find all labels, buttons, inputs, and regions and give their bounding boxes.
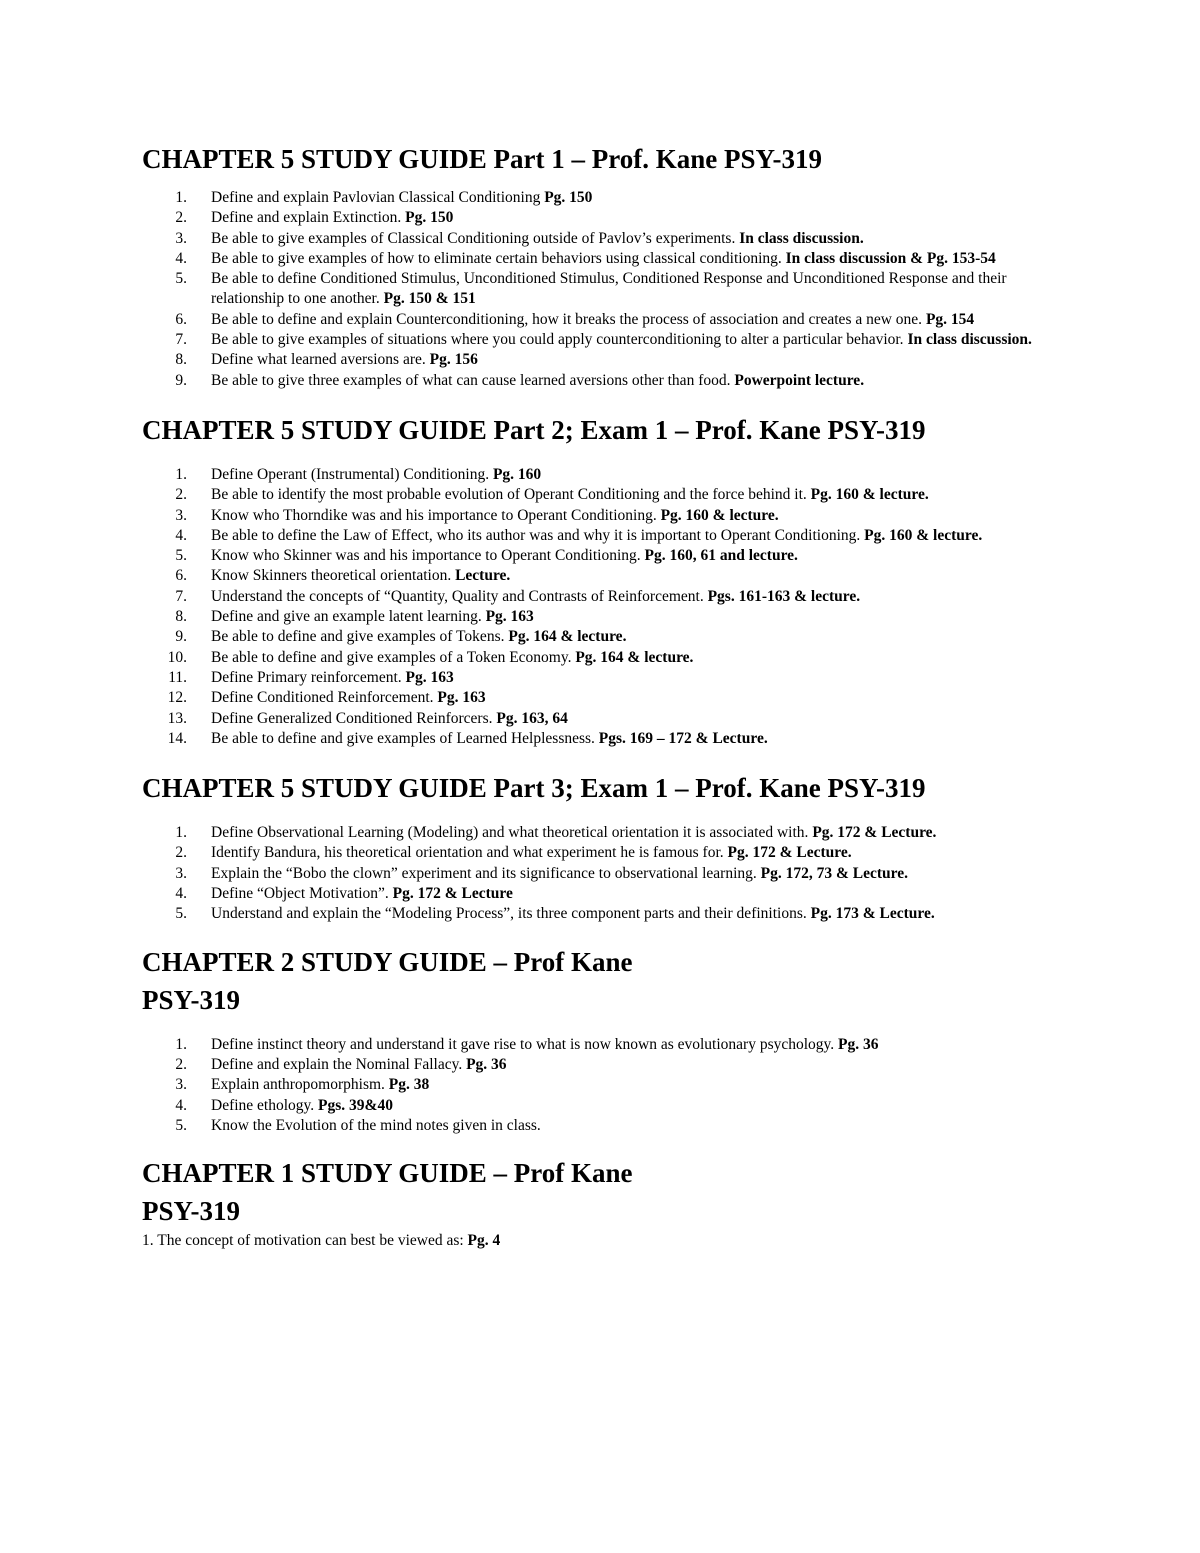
question-list: [142, 188, 1062, 391]
study-guide-page: [142, 140, 1062, 1252]
list-item: 7. Be able to give examples of situations where you could apply counterconditioning to alter a particular behavior. In class discussion.: [175, 331, 1032, 349]
list-item: 12. Define Conditioned Reinforcement. Pg. 163: [167, 689, 486, 707]
section-heading: CHAPTER 5 STUDY GUIDE Part 2; Exam 1 – Prof. Kane PSY-319: [142, 414, 926, 445]
list-item: 3. Know who Thorndike was and his importance to Operant Conditioning. Pg. 160 & lecture.: [175, 506, 779, 524]
list-item: 2. Define and explain the Nominal Fallacy. Pg. 36: [175, 1055, 507, 1073]
list-item: 6. Know Skinners theoretical orientation. Lecture.: [175, 567, 511, 585]
list-item: 4. Be able to define the Law of Effect, who its author was and why it is important to Operant Conditioning. Pg. 160 & lecture.: [175, 526, 983, 544]
list-item: 11. Define Primary reinforcement. Pg. 163: [168, 668, 454, 686]
list-item: 7. Understand the concepts of “Quantity, Quality and Contrasts of Reinforcement. Pgs. 161-163 & lecture.: [175, 587, 861, 605]
list-item: 5. Know the Evolution of the mind notes given in class.: [175, 1116, 541, 1134]
section-heading: CHAPTER 1 STUDY GUIDE – Prof Kane: [142, 1158, 633, 1189]
list-item: 13. Define Generalized Conditioned Reinforcers. Pg. 163, 64: [167, 709, 568, 727]
list-item: 14. Be able to define and give examples of Learned Helplessness. Pgs. 169 – 172 & Lecture.: [167, 729, 768, 747]
section-heading: CHAPTER 2 STUDY GUIDE – Prof Kane: [142, 946, 633, 977]
list-item: 2. Identify Bandura, his theoretical orientation and what experiment he is famous for. Pg. 172 & Lecture.: [175, 844, 852, 862]
list-item: 5. Be able to define Conditioned Stimulus, Unconditioned Stimulus, Conditioned Response and Unconditioned Response and their relationship to one another. Pg. 150 & 151: [175, 270, 1007, 308]
list-item: 5. Know who Skinner was and his importance to Operant Conditioning. Pg. 160, 61 and lecture.: [175, 547, 798, 565]
list-item: 4. Be able to give examples of how to eliminate certain behaviors using classical conditioning. In class discussion & Pg. 153-54: [175, 249, 996, 267]
list-item: 6. Be able to define and explain Counterconditioning, how it breaks the process of association and creates a new one. Pg. 154: [175, 310, 975, 328]
section-heading-course: PSY-319: [142, 1196, 241, 1227]
list-item: 5. Understand and explain the “Modeling Process”, its three component parts and their definitions. Pg. 173 & Lecture.: [175, 905, 935, 923]
list-item: 3. Explain anthropomorphism. Pg. 38: [175, 1076, 430, 1094]
list-item: 4. Define “Object Motivation”. Pg. 172 & Lecture: [175, 885, 513, 903]
list-item: 2. Define and explain Extinction. Pg. 150: [175, 209, 454, 227]
list-item: 1. Define and explain Pavlovian Classical Conditioning Pg. 150: [175, 189, 593, 206]
list-item: 8. Define what learned aversions are. Pg. 156: [175, 351, 478, 369]
section-heading-course: PSY-319: [142, 984, 241, 1015]
list-item: 10. Be able to define and give examples of a Token Economy. Pg. 164 & lecture.: [167, 648, 694, 666]
question-list: [142, 1035, 1062, 1136]
question-line: 1. The concept of motivation can best be viewed as: Pg. 4: [142, 1232, 501, 1250]
list-item: 1. Define Observational Learning (Modeling) and what theoretical orientation it is associated with. Pg. 172 & Lecture.: [175, 824, 937, 842]
section-heading: CHAPTER 5 STUDY GUIDE Part 3; Exam 1 – Prof. Kane PSY-319: [142, 773, 926, 804]
list-item: 9. Be able to give three examples of what can cause learned aversions other than food. Powerpoint lecture.: [175, 371, 865, 389]
section-heading: CHAPTER 5 STUDY GUIDE Part 1 – Prof. Kane PSY-319: [142, 144, 823, 174]
list-item: 8. Define and give an example latent learning. Pg. 163: [175, 608, 534, 626]
list-item: 1. Define instinct theory and understand it gave rise to what is now known as evolutionary psychology. Pg. 36: [175, 1035, 879, 1053]
list-item: 9. Be able to define and give examples of Tokens. Pg. 164 & lecture.: [175, 628, 627, 646]
question-list: [142, 465, 1062, 749]
list-item: 3. Be able to give examples of Classical Conditioning outside of Pavlov’s experiments. In class discussion.: [175, 229, 864, 247]
list-item: 2. Be able to identify the most probable evolution of Operant Conditioning and the force behind it. Pg. 160 & lecture.: [175, 486, 929, 504]
question-list: [142, 823, 1062, 924]
list-item: 4. Define ethology. Pgs. 39&40: [175, 1096, 393, 1114]
list-item: 1. Define Operant (Instrumental) Conditioning. Pg. 160: [175, 465, 542, 483]
list-item: 3. Explain the “Bobo the clown” experiment and its significance to observational learning. Pg. 172, 73 & Lecture.: [175, 864, 909, 882]
